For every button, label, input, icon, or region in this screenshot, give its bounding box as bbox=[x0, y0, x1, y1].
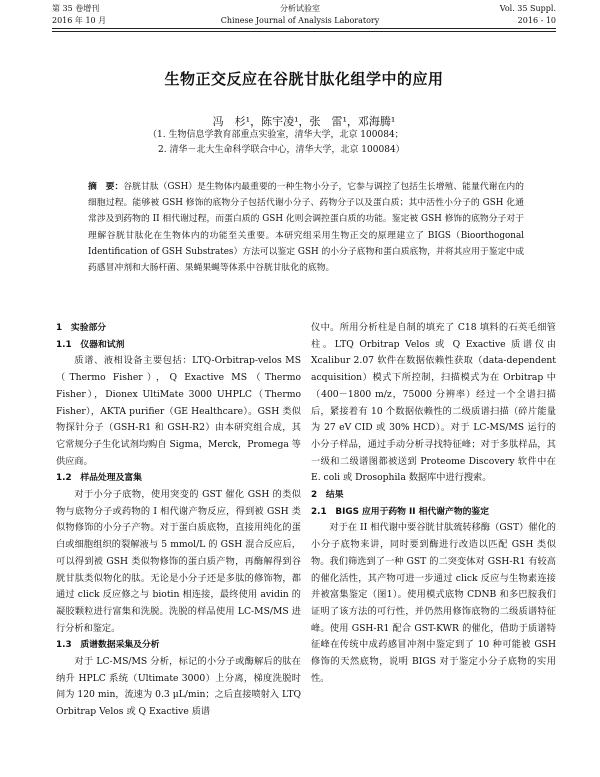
header-vol-en: Vol. 35 Suppl. bbox=[499, 4, 556, 13]
paragraph: 对于在 II 相代谢中要谷胱甘肽巯转移酶（GST）催化的小分子底物来讲，同时要到酶进行改造以匹配 GSH 类似物。我们筛选到了一种 GST 的二突变体对 GSH-R1 有较高的催化活性，其产物可进一步通过 click 反应与生物素连接并被富集鉴定（图1）。使用模式底物 CDNB 和多巴胺我们证明了该方法的可行性，并仍然用修饰底物的二级质谱特征峰。使用 GSH-R1 配合 GST-KWR 的催化，借助于质谱特征峰在传统中成药感冒冲剂中鉴定到了 10 种可能被 GSH 修饰的天然底物，说明 BIGS 对于鉴定小分子底物的实用性。 bbox=[311, 522, 556, 684]
paper-title: 生物正交反应在谷胱甘肽化组学中的应用 bbox=[164, 70, 444, 88]
subsection-heading: 1.2 样品处理及富集 bbox=[56, 473, 142, 484]
header-journal-en: Chinese Journal of Analysis Laboratory bbox=[220, 16, 380, 25]
abstract-label: 摘 要： bbox=[88, 182, 124, 192]
abstract-text: 谷胱甘肽（GSH）是生物体内最重要的一种生物小分子，它参与调控了包括生长增殖、能量代谢在内的细胞过程。能够被 GSH 修饰的底物分子包括代谢小分子、药物分子以及蛋白质；其中活性小分子的 GSH 化通常涉及到药物的 II 相代谢过程，而蛋白质的 GSH 化则会调控蛋白质的功能。鉴定被 GSH 修饰的底物分子对于理解谷胱甘肽化在生物体内的功能至关重要。本研究组采用生物正交的原理建立了 BIGS（Bioorthogonal Identification of GSH Substrates）方法可以鉴定 GSH 的小分子底物和蛋白质底物，并将其应用于鉴定中成药感冒冲剂和大肠杆菌、果蝇果蝇等体系中谷胱甘肽化的底物。 bbox=[88, 182, 524, 274]
header-volume: 第 35 卷增刊 bbox=[52, 4, 100, 13]
authors: 冯 杉¹，陈宇凌¹，张 雷¹，邓海腾¹ bbox=[212, 115, 396, 128]
body-column-right bbox=[311, 320, 556, 687]
subsection-heading: 1.3 质谱数据采集及分析 bbox=[56, 640, 160, 651]
paragraph: 对于小分子底物，使用突变的 GST 催化 GSH 的类似物与底物分子或药物的 I 相代谢产物反应，得到被 GSH 类似物修饰的小分子产物。对于蛋白质底物，直接用纯化的蛋白或细胞组织的裂解液与 5 mmol/L 的 GSH 混合反应后，可以得到被 GSH 类似物修饰的蛋白质产物，再酶解得到谷胱甘肽类似物化的肽。无论是小分子还是多肽的修饰物，都通过 click 反应修之与 biotin 相连接，最终使用 avidin 的凝胶颗粒进行富集和洗脱。洗脱的样品使用 LC-MS/MS 进行分析和鉴定。 bbox=[56, 489, 301, 634]
header-date: 2016 年 10 月 bbox=[52, 16, 107, 25]
paragraph: 质谱、液相设备主要包括：LTQ-Orbitrap-velos MS（Thermo Fisher），Q Exactive MS（Thermo Fisher），Dionex UltiMate 3000 UHPLC（Thermo Fisher），AKTA purifier（GE Healthcare）。GSH 类似物探针分子（GSH-R1 和 GSH-R2）由本研究组合成，其它常规分子生化试剂均购自 Sigma，Merck，Promega 等供应商。 bbox=[56, 355, 301, 467]
paragraph: 仪中。所用分析柱是自制的填充了 C18 填料的石英毛细管柱。LTQ Orbitrap Velos 或 Q Exactive 质谱仪由 Xcalibur 2.07 软件在数据依赖性获取（data-dependent acquisition）模式下所控制，扫描模式为在 Orbitrap 中（400－1800 m/z，75000 分辨率）经过一个全谱扫描后，紧接着有 10 个数据依赖性的二级质谱扫描（碎片能量为 27 eV CID 或 30% HCD）。对于 LC-MS/MS 运行的小分子样品，通过手动分析寻找特征峰；对于多肽样品，其一级和二级谱图都被送到 Proteome Discovery 软件中在 E. coli 或 Drosophila 数据库中进行搜索。 bbox=[311, 322, 556, 484]
header-date-en: 2016 - 10 bbox=[517, 16, 556, 25]
affiliation-1: （1. 生物信息学教育部重点实验室，清华大学，北京 100084； bbox=[148, 130, 404, 140]
section-heading: 2 结果 bbox=[311, 490, 344, 501]
body-column-left bbox=[56, 320, 301, 721]
header-rule-thin bbox=[52, 31, 556, 32]
header-rule bbox=[52, 28, 556, 29]
subsection-heading: 2.1 BIGS 应用于药物 II 相代谢产物的鉴定 bbox=[311, 506, 490, 517]
subsection-heading: 1.1 仪器和试剂 bbox=[56, 339, 125, 350]
affiliation-2: 2. 清华－北大生命科学联合中心，清华大学，北京 100084） bbox=[158, 145, 405, 155]
paragraph: 对于 LC-MS/MS 分析，标记的小分子或酶解后的肽在纳升 HPLC 系统（Ultimate 3000）上分离，梯度洗脱时间为 120 min，流速为 0.3 μL/min；之后直接喷射入 LTQ Orbitrap Velos 或 Q Exactive 质谱 bbox=[56, 656, 301, 718]
section-heading: 1 实验部分 bbox=[56, 323, 107, 333]
header-journal-cn: 分析试验室 bbox=[280, 4, 320, 13]
abstract bbox=[88, 179, 524, 276]
